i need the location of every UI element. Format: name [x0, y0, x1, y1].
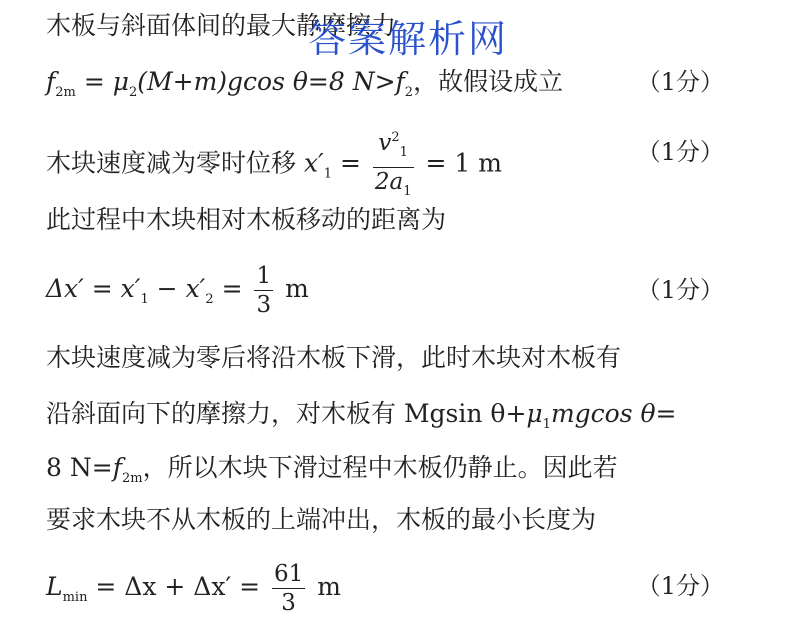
line-2: $f_{2m} = \mu_2(M+m)gcos$ θ=8 $N>f_2$，故假设成立: [46, 67, 564, 100]
line-3: 木块速度减为零时位移 $x'_1$ = $\frac{v^2_1}{2a_1}$ = 1 m: [46, 124, 502, 206]
fraction-61-over-3: $\frac{61}{3}$: [273, 561, 304, 616]
line-6: 木块速度减为零后将沿木板下滑，此时木块对木板有: [46, 343, 622, 372]
line-4: 此过程中木块相对木板移动的距离为: [46, 205, 447, 234]
score-1: （1分）: [636, 68, 724, 96]
fraction-v1sq-over-2a1: $\frac{v^2_1}{2a_1}$: [373, 124, 414, 206]
line-1: 木板与斜面体间的最大静摩擦力: [46, 11, 397, 40]
line-8: 8 $N=f_{2m}$，所以木块下滑过程中木板仍静止。因此若: [46, 453, 618, 486]
line-10: $L_{min} = \Delta x + \Delta x'$ = $\frac{61}{3}$ m: [46, 561, 341, 616]
score-4: （1分）: [636, 572, 724, 600]
score-3: （1分）: [636, 276, 724, 304]
line-9: 要求木块不从木板的上端冲出，木板的最小长度为: [46, 505, 597, 534]
score-2: （1分）: [636, 138, 724, 166]
watermark: 答案解析网: [308, 17, 509, 61]
line-5: $\Delta x' = x'_1 - x'_2$ = $\frac{1}{3}$ m: [46, 263, 309, 318]
line-7: 沿斜面向下的摩擦力，对木板有 Mgsin $\theta+\mu_1mgcos$ θ=: [46, 399, 677, 432]
fraction-1-over-3: $\frac{1}{3}$: [256, 263, 272, 318]
